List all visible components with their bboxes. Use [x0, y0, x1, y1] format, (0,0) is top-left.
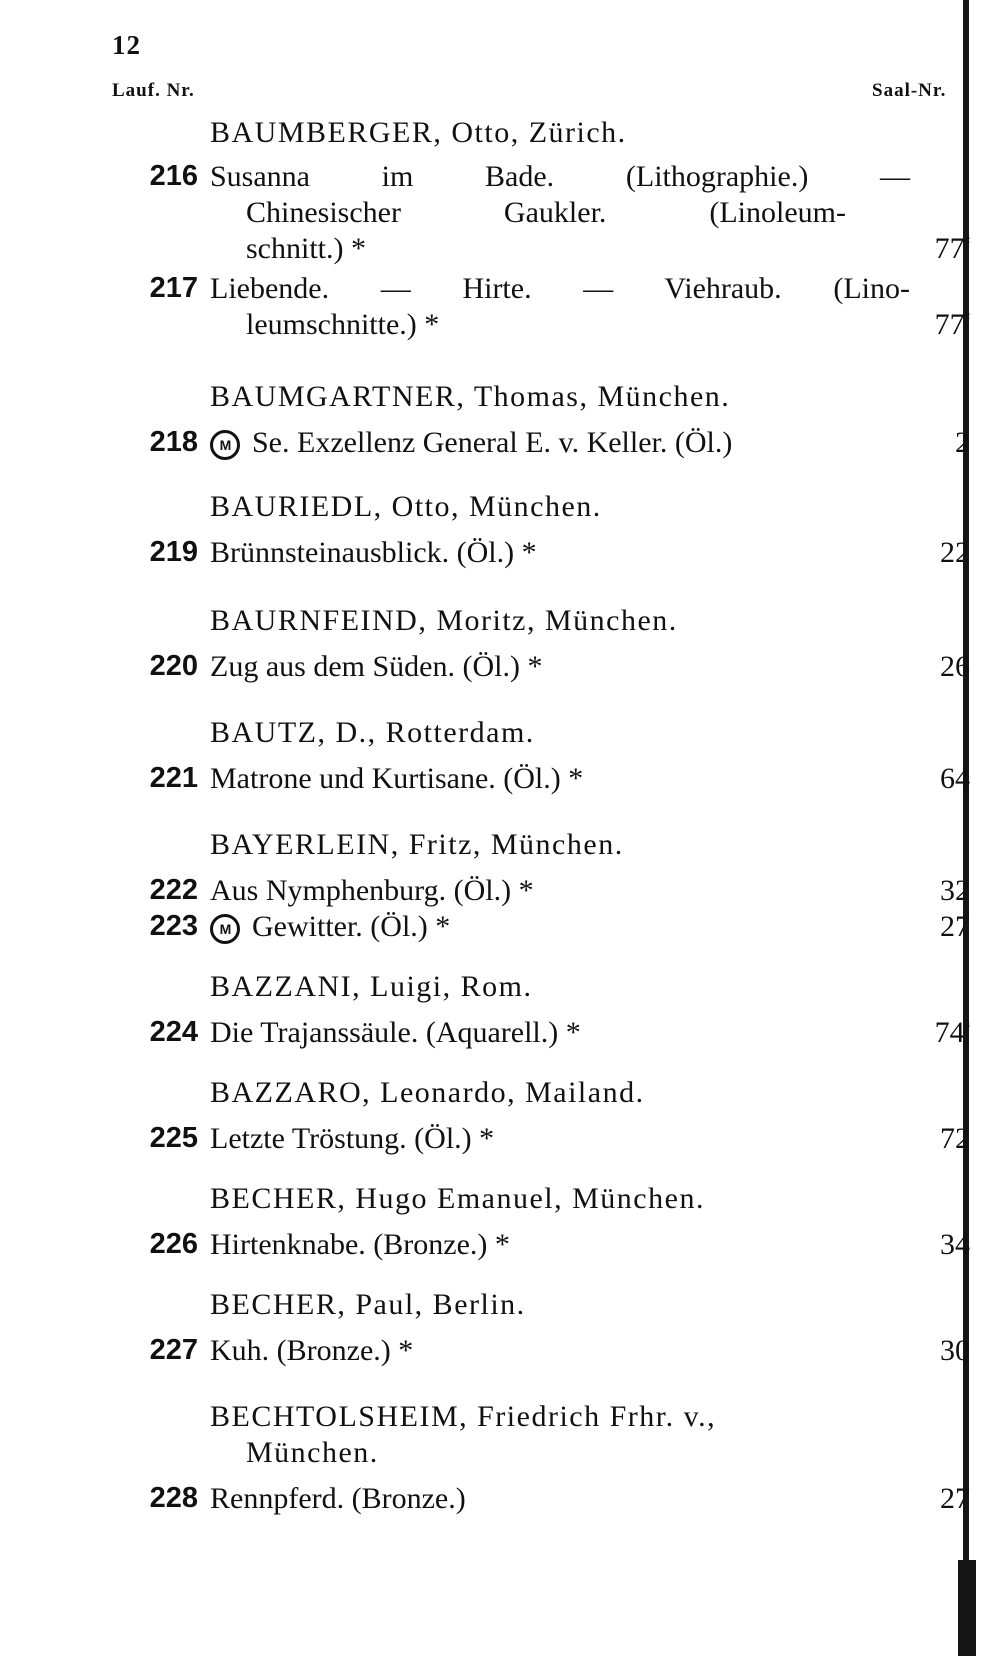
room-number: 26	[940, 650, 970, 683]
artist-heading: BAURNFEIND, Moritz, München.	[210, 604, 678, 637]
monogram-stamp-icon: M	[210, 914, 240, 944]
artist-heading-cont: München.	[246, 1436, 379, 1469]
room-suffix: c	[964, 232, 970, 246]
room-number: 2	[955, 426, 970, 459]
entry-title: Hirtenknabe. (Bronze.) *	[210, 1228, 510, 1261]
artist-heading: BAUTZ, D., Rotterdam.	[210, 716, 535, 749]
entry-number: 225	[149, 1122, 198, 1154]
room-number: 72	[940, 1122, 970, 1155]
page-number: 12	[112, 30, 141, 60]
artist-heading: BAZZARO, Leonardo, Mailand.	[210, 1076, 645, 1109]
entry-title: Die Trajanssäule. (Aquarell.) *	[210, 1016, 581, 1049]
entry-title: M Gewitter. (Öl.) *	[210, 910, 450, 944]
artist-heading: BAUMGARTNER, Thomas, München.	[210, 380, 731, 413]
entry-title: Rennpferd. (Bronze.)	[210, 1482, 466, 1515]
column-header-saal-nr: Saal-Nr.	[872, 80, 947, 101]
entry-number: 222	[149, 874, 198, 906]
entry-number: 226	[149, 1228, 198, 1260]
entry-title: Matrone und Kurtisane. (Öl.) *	[210, 762, 584, 795]
room-number: 74$^a$	[934, 1016, 970, 1049]
entry-title: Zug aus dem Süden. (Öl.) *	[210, 650, 543, 683]
entry-title: Kuh. (Bronze.) *	[210, 1334, 414, 1367]
artist-heading: BECHER, Paul, Berlin.	[210, 1288, 526, 1321]
entry-title-line: Susanna im Bade. (Lithographie.) —	[210, 160, 910, 193]
entry-number: 220	[149, 650, 198, 682]
entry-number: 218	[149, 426, 198, 458]
entry-title: Brünnsteinausblick. (Öl.) *	[210, 536, 537, 569]
room-number: 34	[940, 1228, 970, 1261]
entry-number: 223	[149, 910, 198, 942]
entry-number: 221	[149, 762, 198, 794]
entry-number: 219	[149, 536, 198, 568]
entry-title-line: leumschnitte.) *	[246, 308, 440, 341]
monogram-stamp-icon: M	[210, 430, 240, 460]
entry-number: 224	[149, 1016, 198, 1048]
entry-title-line: Liebende. — Hirte. — Viehraub. (Lino-	[210, 272, 910, 305]
artist-heading: BAYERLEIN, Fritz, München.	[210, 828, 624, 861]
room-number: 27	[940, 910, 970, 943]
entry-title: Letzte Tröstung. (Öl.) *	[210, 1122, 495, 1155]
entry-number: 217	[149, 272, 198, 304]
entry-title-line: Chinesischer Gaukler. (Linoleum-	[246, 196, 846, 229]
artist-heading: BAURIEDL, Otto, München.	[210, 490, 602, 523]
artist-heading: BECHTOLSHEIM, Friedrich Frhr. v.,	[210, 1400, 717, 1433]
room-number: 22	[940, 536, 970, 569]
room-number: 32	[940, 874, 970, 907]
column-header-lauf-nr: Lauf. Nr.	[112, 80, 195, 101]
room-number: 64	[940, 762, 970, 795]
room-number: 77$^c$	[934, 308, 970, 341]
entry-number: 227	[149, 1334, 198, 1366]
room-suffix: c	[964, 308, 970, 322]
entry-title-line: schnitt.) *	[246, 232, 366, 265]
entry-title: Aus Nymphenburg. (Öl.) *	[210, 874, 534, 907]
room-suffix: a	[964, 1016, 970, 1030]
artist-heading: BECHER, Hugo Emanuel, München.	[210, 1182, 705, 1215]
entry-number: 216	[149, 160, 198, 192]
book-spine-foot	[958, 1560, 976, 1656]
artist-heading: BAUMBERGER, Otto, Zürich.	[210, 116, 627, 149]
room-number: 30	[940, 1334, 970, 1367]
entry-number: 228	[149, 1482, 198, 1514]
room-number: 27	[940, 1482, 970, 1515]
entry-title: M Se. Exzellenz General E. v. Keller. (Öl.)	[210, 426, 732, 460]
room-number: 77$^c$	[934, 232, 970, 265]
artist-heading: BAZZANI, Luigi, Rom.	[210, 970, 533, 1003]
